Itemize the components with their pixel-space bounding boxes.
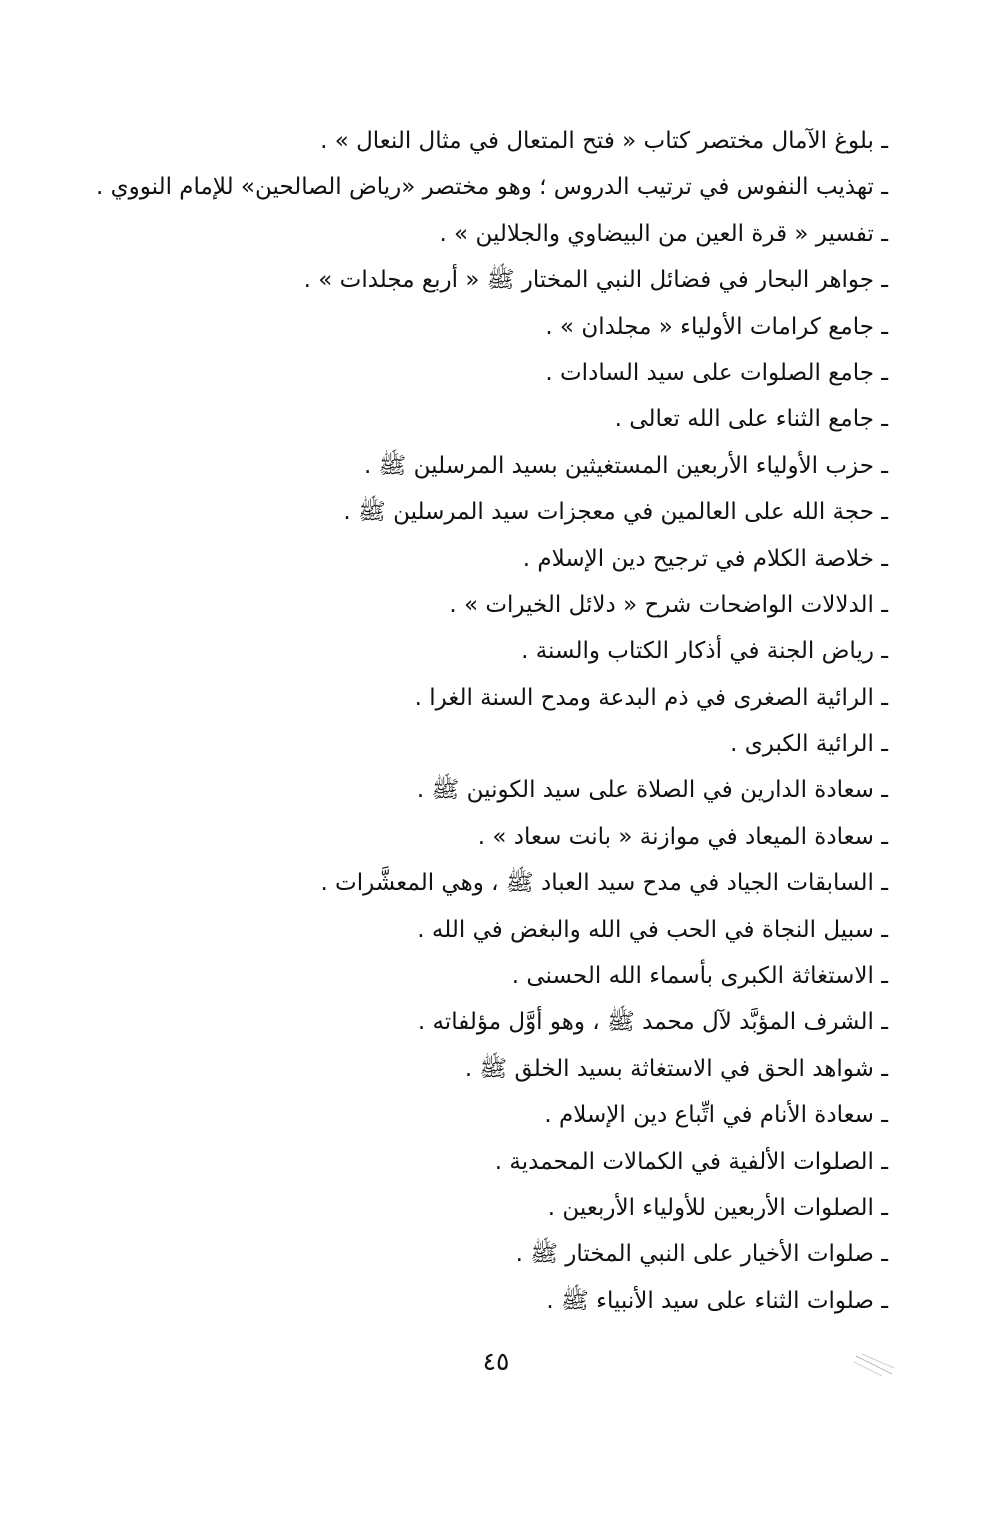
list-item: ـ رياض الجنة في أذكار الكتاب والسنة . bbox=[521, 638, 888, 665]
list-item: ـ السابقات الجياد في مدح سيد العباد ﷺ ، وهي المعشَّرات . bbox=[320, 870, 888, 897]
works-list bbox=[96, 118, 888, 1324]
list-item: ـ الشرف المؤبَّد لآل محمد ﷺ ، وهو أوَّل مؤلفاته . bbox=[417, 1009, 888, 1036]
list-item: ـ جامع الصلوات على سيد السادات . bbox=[545, 359, 888, 386]
list-item: ـ تفسير « قرة العين من البيضاوي والجلالين » . bbox=[439, 220, 888, 247]
list-item: ـ شواهد الحق في الاستغاثة بسيد الخلق ﷺ . bbox=[464, 1055, 888, 1082]
list-item: ـ الدلالات الواضحات شرح « دلائل الخيرات » . bbox=[449, 591, 888, 618]
list-item: ـ صلوات الثناء على سيد الأنبياء ﷺ . bbox=[546, 1287, 888, 1314]
list-item: ـ حزب الأولياء الأربعين المستغيثين بسيد المرسلين ﷺ . bbox=[363, 452, 888, 479]
list-item: ـ بلوغ الآمال مختصر كتاب « فتح المتعال في مثال النعال » . bbox=[320, 128, 888, 154]
list-item: ـ تهذيب النفوس في ترتيب الدروس ؛ وهو مختصر «رياض الصالحين» للإمام النووي . bbox=[96, 174, 888, 201]
list-item: ـ سعادة الأنام في اتِّباع دين الإسلام . bbox=[544, 1102, 888, 1129]
list-item: ـ الرائية الكبرى . bbox=[730, 731, 888, 758]
list-item: ـ الصلوات الأربعين للأولياء الأربعين . bbox=[547, 1194, 888, 1221]
list-item: ـ سبيل النجاة في الحب في الله والبغض في الله . bbox=[417, 916, 888, 943]
list-item: ـ الصلوات الألفية في الكمالات المحمدية . bbox=[494, 1148, 888, 1175]
list-item: ـ صلوات الأخيار على النبي المختار ﷺ . bbox=[515, 1241, 888, 1268]
list-item: ـ جواهر البحار في فضائل النبي المختار ﷺ « أربع مجلدات » . bbox=[303, 267, 888, 294]
list-item: ـ الرائية الصغرى في ذم البدعة ومدح السنة الغرا . bbox=[414, 684, 888, 711]
list-item: ـ جامع الثناء على الله تعالى . bbox=[614, 406, 888, 433]
list-item: ـ جامع كرامات الأولياء « مجلدان » . bbox=[545, 313, 888, 340]
list-item: ـ حجة الله على العالمين في معجزات سيد المرسلين ﷺ . bbox=[343, 499, 888, 526]
list-item: ـ سعادة الدارين في الصلاة على سيد الكونين ﷺ . bbox=[416, 777, 888, 804]
list-item: ـ سعادة الميعاد في موازنة « بانت سعاد » . bbox=[477, 823, 888, 850]
page-number: ٤٥ bbox=[482, 1347, 510, 1376]
list-item: ـ الاستغاثة الكبرى بأسماء الله الحسنى . bbox=[511, 963, 888, 990]
list-item: ـ خلاصة الكلام في ترجيح دين الإسلام . bbox=[522, 545, 888, 572]
scan-mark-decoration bbox=[852, 1350, 896, 1380]
